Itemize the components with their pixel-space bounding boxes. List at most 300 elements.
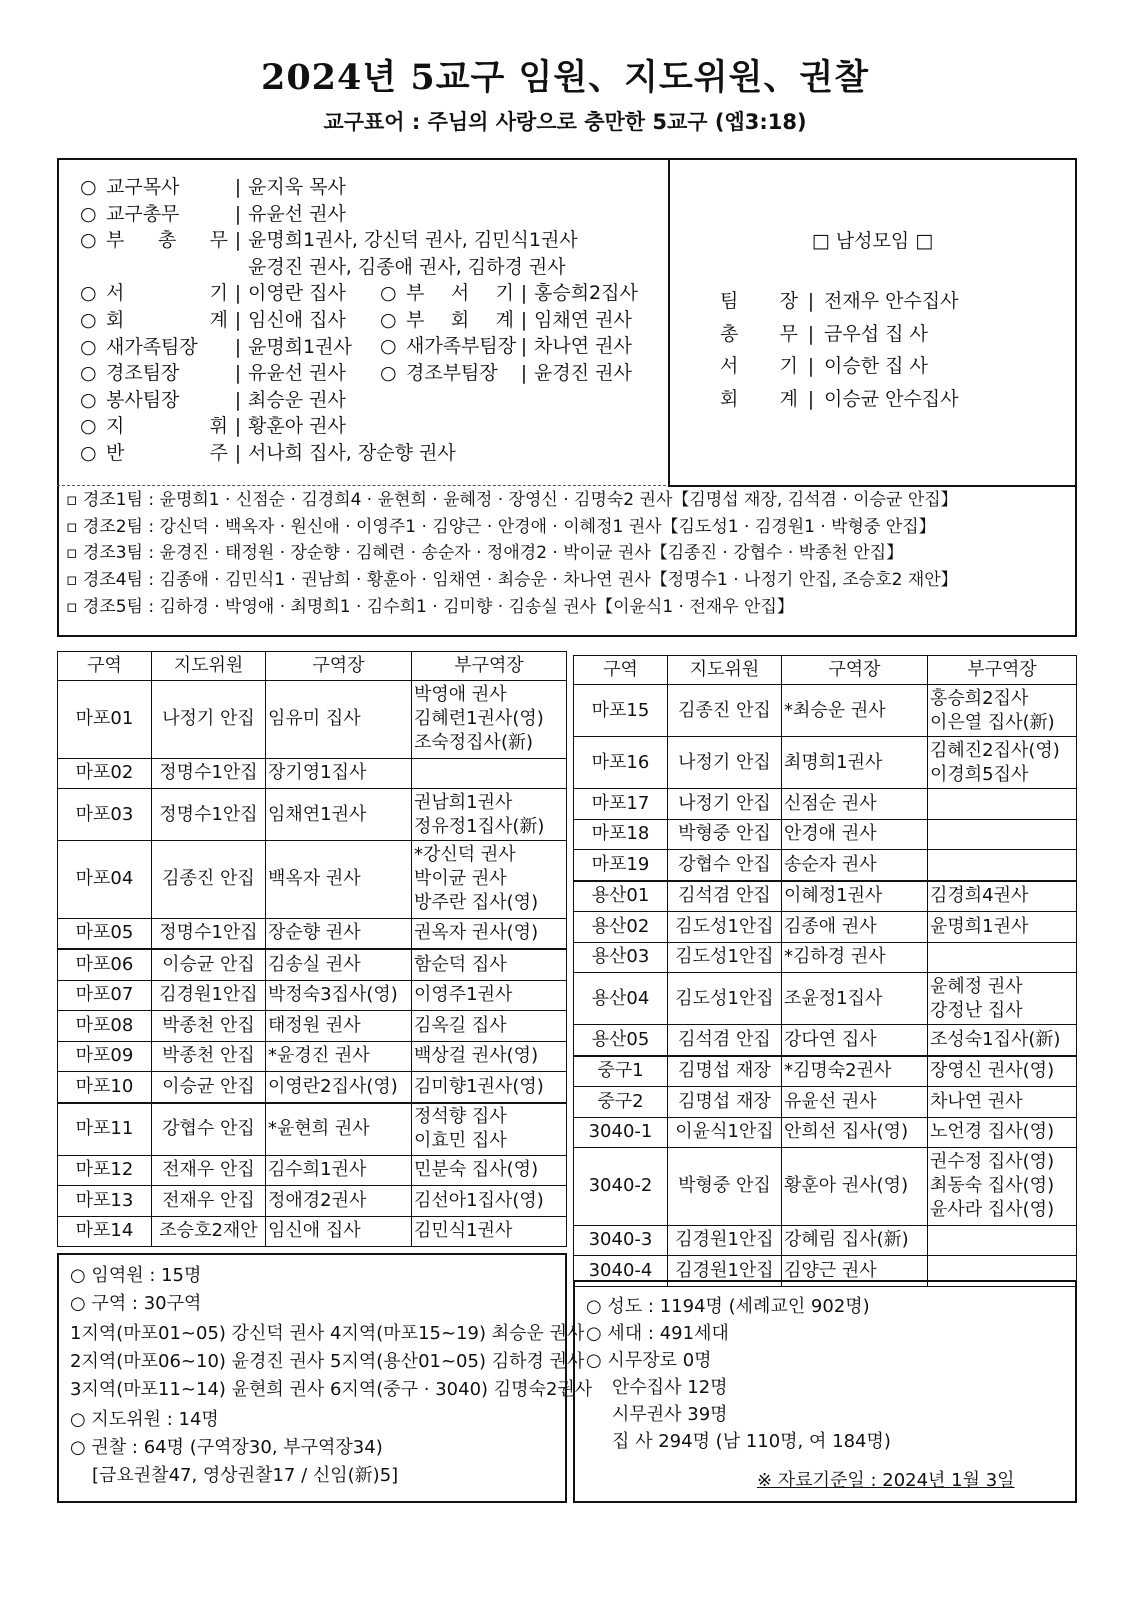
sub-leader-cell <box>928 1225 1077 1256</box>
leader-cell: 황훈아 권사(영) <box>782 1148 928 1226</box>
team-row: ▫ 경조5팀 : 김하경 · 박영애 · 최명희1 · 김수희1 · 김미향 · 김송실 권사【이윤식1 · 전재우 안집】 <box>66 596 794 617</box>
officer-row <box>380 360 632 386</box>
separator: | <box>234 442 242 464</box>
table-row <box>58 1155 567 1186</box>
circle-bullet-icon: ○ <box>80 202 97 225</box>
sub-leader-cell <box>928 1025 1077 1056</box>
district-cell: 용산03 <box>574 942 668 973</box>
table-header-row <box>58 652 567 681</box>
mens-row <box>720 288 959 314</box>
table-header-cell: 지도위원 <box>668 656 782 685</box>
table-row <box>58 1041 567 1072</box>
guide-cell: 강협수 안집 <box>668 850 782 881</box>
district-cell: 마포03 <box>58 789 152 841</box>
officer-value: 홍승희2집사 <box>534 282 638 304</box>
mens-row <box>720 321 928 347</box>
separator: | <box>807 355 815 377</box>
table-row <box>58 980 567 1011</box>
sub-leader-name: 최동숙 집사(영) <box>930 1175 1055 1197</box>
sub-leader-cell <box>928 1117 1077 1148</box>
table-row <box>58 949 567 980</box>
district-cell: 마포12 <box>58 1155 152 1186</box>
sub-leader-cell <box>928 912 1077 943</box>
leader-cell: 송순자 권사 <box>782 850 928 881</box>
guide-cell: 이승균 안집 <box>152 1072 266 1103</box>
sub-leader-name: 권남희1권사 <box>414 791 513 813</box>
district-cell: 용산02 <box>574 912 668 943</box>
table-row <box>574 819 1077 850</box>
sub-leader-name: *강신덕 권사 <box>414 844 516 866</box>
district-cell: 마포17 <box>574 789 668 820</box>
table-row <box>574 1148 1077 1226</box>
guide-cell: 나정기 안집 <box>668 737 782 789</box>
guide-cell: 김도성1안집 <box>668 973 782 1025</box>
mens-value: 이승균 안수집사 <box>824 387 959 410</box>
table-row <box>58 1186 567 1217</box>
officer-row <box>380 280 638 306</box>
separator: | <box>807 322 815 345</box>
officer-row <box>80 360 346 386</box>
table-header-cell: 구역 <box>58 652 152 681</box>
district-cell: 마포11 <box>58 1103 152 1156</box>
leader-cell: 신점순 권사 <box>782 789 928 820</box>
sub-leader-cell <box>412 1041 567 1072</box>
leader-cell: 백옥자 권사 <box>266 841 412 919</box>
district-cell: 중구1 <box>574 1056 668 1087</box>
leader-cell: 장순향 권사 <box>266 918 412 949</box>
sub-leader-name: 민분숙 집사(영) <box>414 1159 539 1181</box>
officer-value: 윤경진 권사 <box>534 361 632 384</box>
district-cell: 마포15 <box>574 685 668 737</box>
guide-cell: 나정기 안집 <box>668 789 782 820</box>
leader-cell: 김수희1권사 <box>266 1155 412 1186</box>
sub-leader-name: 권옥자 권사(영) <box>414 922 539 944</box>
sub-leader-name: 방주란 집사(영) <box>414 892 539 914</box>
sub-leader-name: 김옥길 집사 <box>414 1014 507 1036</box>
sub-leader-name: 노언경 집사(영) <box>930 1121 1055 1143</box>
sub-leader-cell <box>928 881 1077 912</box>
circle-bullet-icon: ○ <box>80 282 97 305</box>
sub-leader-cell <box>928 1087 1077 1118</box>
table-row <box>574 942 1077 973</box>
table-row <box>574 912 1077 943</box>
officer-row <box>380 307 632 333</box>
leader-cell: 안희선 집사(영) <box>782 1117 928 1148</box>
separator: | <box>234 282 242 305</box>
guide-cell: 박형중 안집 <box>668 819 782 850</box>
leader-cell: 이혜정1권사 <box>782 881 928 912</box>
guide-cell: 김경원1안집 <box>152 980 266 1011</box>
circle-bullet-icon: ○ <box>80 309 97 331</box>
officer-row <box>380 333 632 359</box>
sub-leader-name: 김미향1권사(영) <box>414 1075 544 1097</box>
sub-leader-name: 이효민 집사 <box>414 1130 507 1151</box>
officer-label: 교구총무 <box>106 202 180 225</box>
leader-cell: *김명숙2권사 <box>782 1056 928 1087</box>
guide-cell: 박종천 안집 <box>152 1041 266 1072</box>
sub-leader-cell <box>928 850 1077 881</box>
guide-cell: 정명수1안집 <box>152 918 266 949</box>
table-header-cell: 지도위원 <box>152 652 266 681</box>
district-cell: 중구2 <box>574 1087 668 1118</box>
officer-value: 황훈아 권사 <box>248 415 346 438</box>
officers-divider <box>57 485 671 486</box>
district-cell: 마포14 <box>58 1216 152 1247</box>
district-cell: 마포07 <box>58 980 152 1011</box>
guide-cell: 김석겸 안집 <box>668 1025 782 1056</box>
mens-row <box>720 353 928 379</box>
officer-label: 부 회 계 <box>406 308 514 331</box>
officer-label: 경조팀장 <box>106 362 180 385</box>
sub-leader-cell <box>928 819 1077 850</box>
district-cell: 마포18 <box>574 819 668 850</box>
officer-row <box>248 254 566 280</box>
guide-cell: 전재우 안집 <box>152 1186 266 1217</box>
guide-cell: 정명수1안집 <box>152 789 266 841</box>
guide-cell: 전재우 안집 <box>152 1155 266 1186</box>
circle-bullet-icon: ○ <box>80 362 97 385</box>
sub-leader-name: 강정난 집사 <box>930 999 1023 1021</box>
sub-leader-name: 이은열 집사(新) <box>930 711 1055 733</box>
officer-value: 윤명희1권사 <box>248 335 352 358</box>
stat-line: ○ 구역 : 30구역 <box>70 1293 202 1314</box>
table-row <box>58 1103 567 1156</box>
separator: | <box>234 388 242 411</box>
table-row <box>58 681 567 759</box>
table-row <box>58 841 567 919</box>
sub-leader-name: 이영주1권사 <box>414 984 513 1006</box>
table-header-cell: 구역 <box>574 656 668 685</box>
table-row <box>574 1225 1077 1256</box>
leader-cell: 김종애 권사 <box>782 912 928 943</box>
sub-leader-cell <box>412 789 567 841</box>
leader-cell: 김양근 권사 <box>782 1256 928 1287</box>
separator: | <box>520 335 528 358</box>
officer-value: 이영란 집사 <box>248 282 346 305</box>
guide-cell: 김도성1안집 <box>668 912 782 943</box>
guide-cell: 김종진 안집 <box>668 685 782 737</box>
separator: | <box>234 229 242 252</box>
stat-line: ○ 세대 : 491세대 <box>586 1323 729 1344</box>
circle-bullet-icon: ○ <box>80 176 97 198</box>
table-row <box>574 1087 1077 1118</box>
leader-cell: 정애경2권사 <box>266 1186 412 1217</box>
sub-leader-name: 윤사라 집사(영) <box>930 1199 1055 1221</box>
officer-row <box>80 440 456 466</box>
sub-leader-cell <box>412 1072 567 1103</box>
officer-label: 부 서 기 <box>406 282 514 304</box>
sub-leader-name: 윤혜정 권사 <box>930 975 1023 997</box>
guide-cell: 김명섭 재장 <box>668 1087 782 1118</box>
guide-cell: 김종진 안집 <box>152 841 266 919</box>
sub-leader-cell <box>928 737 1077 789</box>
guide-cell: 강협수 안집 <box>152 1103 266 1156</box>
sub-leader-name: 김민식1권사 <box>414 1220 513 1242</box>
mens-group-title: □ 남성모임 □ <box>811 230 934 252</box>
sub-leader-cell <box>412 1103 567 1156</box>
district-cell: 용산01 <box>574 881 668 912</box>
guide-cell: 김석겸 안집 <box>668 881 782 912</box>
district-table-left <box>57 651 567 1247</box>
sub-leader-cell <box>412 949 567 980</box>
table-row <box>574 1117 1077 1148</box>
district-cell: 마포06 <box>58 949 152 980</box>
guide-cell: 김경원1안집 <box>668 1225 782 1256</box>
team-row: ▫ 경조1팀 : 윤명희1 · 신점순 · 김경희4 · 윤현희 · 윤혜정 · 장영신 · 김명숙2 권사【김명섭 재장, 김석겸 · 이승균 안집】 <box>66 490 958 510</box>
sub-leader-cell <box>928 942 1077 973</box>
separator: | <box>234 415 242 438</box>
leader-cell: 최명희1권사 <box>782 737 928 789</box>
table-header-row <box>574 656 1077 685</box>
sub-leader-cell <box>412 918 567 949</box>
leader-cell: 임유미 집사 <box>266 681 412 759</box>
stat-line: 집 사 294명 (남 110명, 여 184명) <box>612 1431 891 1452</box>
team-row: ▫ 경조3팀 : 윤경진 · 태정원 · 장순향 · 김혜련 · 송순자 · 정애경2 · 박이균 권사【김종진 · 강협수 · 박종천 안집】 <box>66 543 904 564</box>
officer-value: 윤명희1권사, 강신덕 권사, 김민식1권사 <box>248 229 578 252</box>
sub-leader-cell <box>928 1148 1077 1226</box>
officer-value: 윤지욱 목사 <box>248 176 346 198</box>
stat-line: 1지역(마포01~05) 강신덕 권사 4지역(마포15~19) 최승운 권사 <box>70 1323 585 1344</box>
officer-row <box>80 174 346 200</box>
sub-leader-name: 조성숙1집사(新) <box>930 1028 1061 1050</box>
table-row <box>58 1011 567 1042</box>
table-header-cell: 구역장 <box>266 652 412 681</box>
district-cell: 마포04 <box>58 841 152 919</box>
leader-cell: 조윤정1집사 <box>782 973 928 1025</box>
stat-line: ○ 시무장로 0명 <box>586 1350 712 1371</box>
officer-label: 봉사팀장 <box>106 388 180 411</box>
officer-row <box>80 201 346 227</box>
officer-value: 차나연 권사 <box>534 335 632 358</box>
sub-leader-name: 정석향 집사 <box>414 1106 507 1127</box>
circle-bullet-icon: ○ <box>80 335 97 358</box>
officer-value: 최승운 권사 <box>248 388 346 411</box>
table-row <box>58 1072 567 1103</box>
officer-row <box>80 227 578 253</box>
sub-leader-name: 김혜진2집사(영) <box>930 739 1060 761</box>
leader-cell: 유윤선 권사 <box>782 1087 928 1118</box>
stat-line: ○ 성도 : 1194명 (세례교인 902명) <box>586 1296 870 1317</box>
district-cell: 마포16 <box>574 737 668 789</box>
leader-cell: *김하경 권사 <box>782 942 928 973</box>
district-cell: 마포13 <box>58 1186 152 1217</box>
officer-row <box>80 280 346 306</box>
leader-cell: 강다연 집사 <box>782 1025 928 1056</box>
stat-line: 3지역(마포11~14) 윤현희 권사 6지역(중구 · 3040) 김명숙2권사 <box>70 1379 593 1400</box>
circle-bullet-icon: ○ <box>380 361 397 384</box>
district-cell: 마포09 <box>58 1041 152 1072</box>
officer-label: 서 기 <box>106 282 228 305</box>
table-row <box>58 789 567 841</box>
mens-label: 팀 장 <box>720 290 798 312</box>
page-title: 2024년 5교구 임원、지도위원、권찰 <box>260 57 870 98</box>
mens-value: 금우섭 집 사 <box>824 322 928 345</box>
leader-cell: 박정숙3집사(영) <box>266 980 412 1011</box>
mens-value: 전재우 안수집사 <box>824 290 959 312</box>
team-row: ▫ 경조2팀 : 강신덕 · 백옥자 · 원신애 · 이영주1 · 김양근 · 안경애 · 이혜정1 권사【김도성1 · 김경원1 · 박형중 안집】 <box>66 516 936 537</box>
sub-leader-name: 이경희5집사 <box>930 763 1029 785</box>
sub-leader-cell <box>412 758 567 789</box>
district-cell: 3040-2 <box>574 1148 668 1226</box>
leader-cell: 임신애 집사 <box>266 1216 412 1247</box>
circle-bullet-icon: ○ <box>380 335 397 358</box>
sub-leader-name: 장영신 권사(영) <box>930 1060 1055 1082</box>
leader-cell: 이영란2집사(영) <box>266 1072 412 1103</box>
district-table-right <box>573 655 1077 1287</box>
stat-line: ○ 권찰 : 64명 (구역장30, 부구역장34) <box>70 1437 383 1458</box>
district-cell: 마포19 <box>574 850 668 881</box>
officer-label: 회 계 <box>106 309 228 331</box>
officer-label: 반 주 <box>106 442 228 464</box>
officer-value: 임채연 권사 <box>534 308 632 331</box>
guide-cell: 이승균 안집 <box>152 949 266 980</box>
stat-line: [금요권찰47, 영상권찰17 / 신임(新)5] <box>92 1465 399 1486</box>
sub-leader-cell <box>928 1056 1077 1087</box>
table-row <box>58 1216 567 1247</box>
stat-line: ○ 임역원 : 15명 <box>70 1265 202 1286</box>
officer-label: 새가족팀장 <box>106 335 198 358</box>
table-header-cell: 부구역장 <box>412 652 567 681</box>
table-row <box>574 973 1077 1025</box>
guide-cell: 정명수1안집 <box>152 758 266 789</box>
sub-leader-name: 홍승희2집사 <box>930 687 1029 709</box>
sub-leader-cell <box>412 1216 567 1247</box>
stat-line: 안수집사 12명 <box>612 1377 728 1398</box>
sub-leader-name: 정유정1집사(新) <box>414 815 545 837</box>
officer-row <box>80 307 346 333</box>
officer-value: 임신애 집사 <box>248 309 346 331</box>
sub-leader-cell <box>412 1155 567 1186</box>
separator: | <box>520 361 528 384</box>
table-row <box>574 1056 1077 1087</box>
leader-cell: *윤경진 권사 <box>266 1041 412 1072</box>
table-row <box>58 918 567 949</box>
sub-leader-name: 김선아1집사(영) <box>414 1189 544 1211</box>
officer-label: 새가족부팀장 <box>406 335 517 358</box>
district-cell: 마포05 <box>58 918 152 949</box>
sub-leader-name: 박이균 권사 <box>414 868 507 890</box>
mens-row <box>720 386 959 412</box>
guide-cell: 이윤식1안집 <box>668 1117 782 1148</box>
guide-cell: 김도성1안집 <box>668 942 782 973</box>
officer-label: 교구목사 <box>106 176 180 198</box>
leader-cell: 강혜림 집사(新) <box>782 1225 928 1256</box>
sub-leader-cell <box>412 980 567 1011</box>
guide-cell: 조승호2재안 <box>152 1216 266 1247</box>
sub-leader-name: 박영애 권사 <box>414 684 507 706</box>
table-header-cell: 구역장 <box>782 656 928 685</box>
leader-cell: *최승운 권사 <box>782 685 928 737</box>
officer-row <box>80 334 352 360</box>
guide-cell: 박종천 안집 <box>152 1011 266 1042</box>
district-cell: 3040-3 <box>574 1225 668 1256</box>
district-cell: 3040-4 <box>574 1256 668 1287</box>
circle-bullet-icon: ○ <box>380 308 397 331</box>
officer-label: 부 총 무 <box>106 229 228 252</box>
officer-label: 경조부팀장 <box>406 361 498 384</box>
separator: | <box>234 335 242 358</box>
sub-leader-cell <box>928 789 1077 820</box>
sub-leader-cell <box>412 681 567 759</box>
leader-cell: *윤현희 권사 <box>266 1103 412 1156</box>
circle-bullet-icon: ○ <box>80 229 97 252</box>
district-cell: 마포10 <box>58 1072 152 1103</box>
sub-leader-name: 김경희4권사 <box>930 885 1029 907</box>
table-row <box>574 850 1077 881</box>
table-row <box>574 685 1077 737</box>
sub-leader-name: 윤명희1권사 <box>930 915 1029 937</box>
district-cell: 용산04 <box>574 973 668 1025</box>
officer-value: 유윤선 권사 <box>248 362 346 385</box>
sub-leader-cell <box>412 841 567 919</box>
page-subtitle: 교구표어 : 주님의 사랑으로 충만한 5교구 (엡3:18) <box>323 110 807 134</box>
sub-leader-cell <box>412 1011 567 1042</box>
sub-leader-cell <box>928 973 1077 1025</box>
mens-label: 회 계 <box>720 387 798 410</box>
circle-bullet-icon: ○ <box>80 442 97 464</box>
reference-date: ※ 자료기준일 : 2024년 1월 3일 <box>757 1470 1015 1491</box>
stat-line: 2지역(마포06~10) 윤경진 권사 5지역(용산01~05) 김하경 권사 <box>70 1351 585 1372</box>
separator: | <box>234 202 242 225</box>
mens-label: 서 기 <box>720 355 798 377</box>
officer-row <box>80 413 346 439</box>
leader-cell: 김송실 권사 <box>266 949 412 980</box>
table-row <box>574 737 1077 789</box>
table-row <box>574 789 1077 820</box>
separator: | <box>234 362 242 385</box>
officer-value: 서나희 집사, 장순향 권사 <box>248 442 456 464</box>
separator: | <box>234 176 242 198</box>
sub-leader-name: 함순덕 집사 <box>414 953 507 975</box>
sub-leader-name: 차나연 권사 <box>930 1090 1023 1112</box>
table-row <box>574 881 1077 912</box>
leader-cell: 안경애 권사 <box>782 819 928 850</box>
separator: | <box>234 309 242 331</box>
separator: | <box>807 290 815 312</box>
officer-value: 윤경진 권사, 김종애 권사, 김하경 권사 <box>248 255 566 278</box>
guide-cell: 나정기 안집 <box>152 681 266 759</box>
guide-cell: 김경원1안집 <box>668 1256 782 1287</box>
officer-row <box>80 387 346 413</box>
leader-cell: 장기영1집사 <box>266 758 412 789</box>
sub-leader-name: 백상걸 권사(영) <box>414 1045 539 1067</box>
separator: | <box>807 387 815 410</box>
district-cell: 3040-1 <box>574 1117 668 1148</box>
leader-cell: 태정원 권사 <box>266 1011 412 1042</box>
separator: | <box>520 282 528 304</box>
officer-value: 유윤선 권사 <box>248 202 346 225</box>
mens-label: 총 무 <box>720 322 798 345</box>
district-cell: 마포01 <box>58 681 152 759</box>
sub-leader-name: 조숙정집사(新) <box>414 732 533 754</box>
district-cell: 용산05 <box>574 1025 668 1056</box>
circle-bullet-icon: ○ <box>80 388 97 411</box>
sub-leader-name: 김혜련1권사(영) <box>414 708 544 730</box>
guide-cell: 김명섭 재장 <box>668 1056 782 1087</box>
sub-leader-name: 권수정 집사(영) <box>930 1151 1055 1173</box>
district-cell: 마포02 <box>58 758 152 789</box>
circle-bullet-icon: ○ <box>80 415 97 438</box>
stat-line: 시무권사 39명 <box>612 1404 728 1425</box>
officer-label: 지 휘 <box>106 415 228 438</box>
guide-cell: 박형중 안집 <box>668 1148 782 1226</box>
district-cell: 마포08 <box>58 1011 152 1042</box>
table-header-cell: 부구역장 <box>928 656 1077 685</box>
table-row <box>574 1025 1077 1056</box>
circle-bullet-icon: ○ <box>380 282 397 304</box>
stat-line: ○ 지도위원 : 14명 <box>70 1409 219 1430</box>
sub-leader-cell <box>928 685 1077 737</box>
